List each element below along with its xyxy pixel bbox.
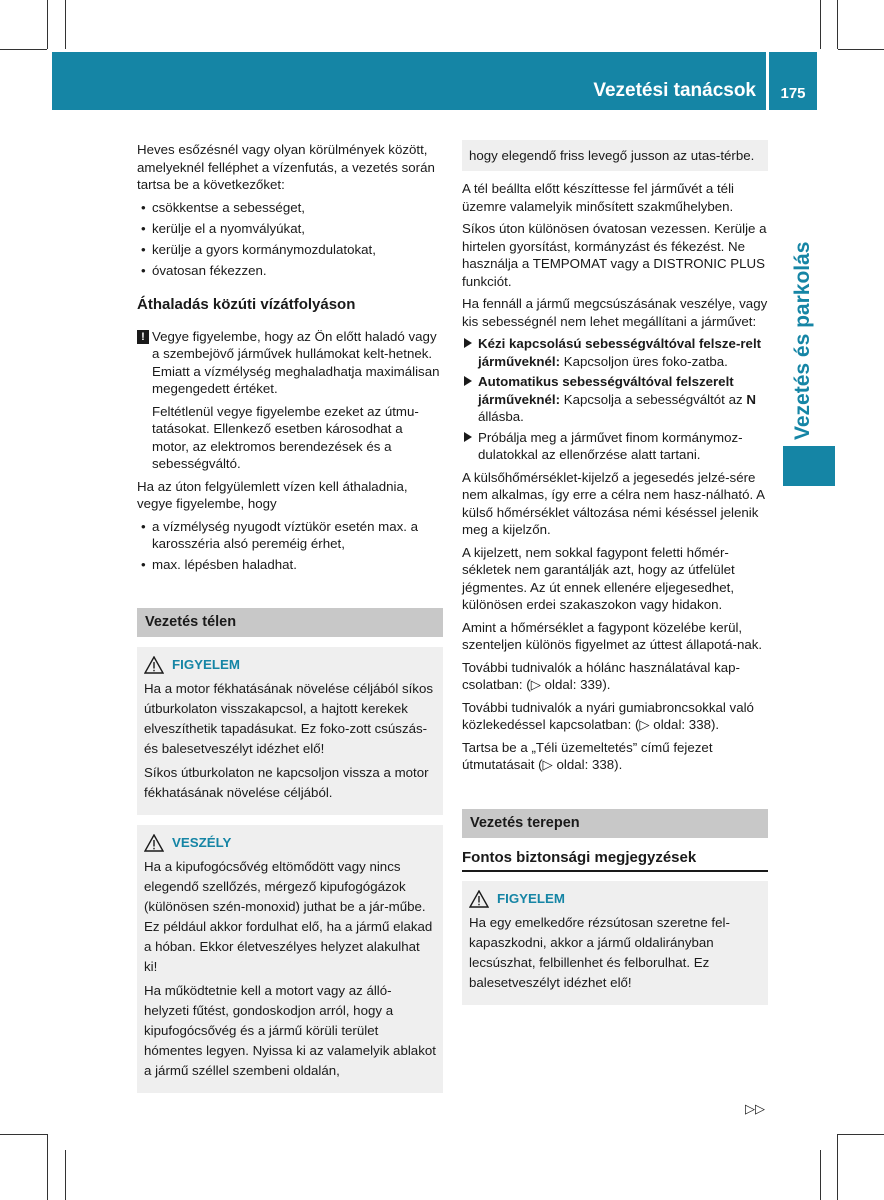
paragraph: A külsőhőmérséklet-kijelző a jegesedés jelzé-sére nem alkalmas, így erre a célra nem hasz-nálható. A külső hőmérséklet változása némi késéssel jelenik meg a kijelzőn.	[462, 469, 765, 537]
water-crossing-heading: Áthaladás közúti vízátfolyáson	[137, 296, 356, 313]
warning-triangle-icon	[144, 834, 164, 852]
section-heading-terrain: Vezetés terepen	[462, 809, 768, 839]
note-block	[137, 328, 443, 473]
water-paragraph: Ha az úton felgyülemlett vízen kell áthaladnia, vegye figyelembe, hogy	[137, 478, 408, 511]
paragraph: Tartsa be a „Téli üzemeltetés” című fejezet útmutatásait (▷ oldal: 338).	[462, 739, 713, 772]
crop-mark	[65, 0, 66, 49]
step-item: Automatikus sebességváltóval felszerelt járműveknél: Kapcsolja a sebességváltót az N állásba.	[462, 373, 768, 426]
rain-bullet-list	[137, 199, 443, 280]
instruction-steps	[462, 335, 768, 464]
list-item: • kerülje a gyors kormánymozdulatokat,	[137, 241, 443, 259]
warning-label: VESZÉLY	[172, 835, 232, 850]
crop-mark	[820, 0, 821, 49]
left-column	[137, 141, 443, 1093]
warning-paragraph: Síkos útburkolaton ne kapcsoljon vissza a motor fékhatásának növelése céljából.	[144, 765, 429, 800]
crop-mark	[0, 1134, 47, 1135]
warning-box-terrain	[462, 881, 768, 1005]
note-paragraph: Vegye figyelembe, hogy az Ön előtt haladó vagy a szembejövő járművek hullámokat kelt-hetnek. Emiatt a vízmélység meghaladhatja maximálisan megengedett értéket.	[152, 328, 440, 396]
crop-mark	[47, 0, 48, 49]
intro-paragraph: Heves esőzésnél vagy olyan körülmények között, amelyeknél felléphet a vízenfutás, a vezetés során tartsa be a következőket:	[137, 142, 435, 192]
list-item: • max. lépésben haladhat.	[137, 556, 443, 574]
warning-paragraph: Ha a kipufogócsővég eltömődött vagy nincs elegendő szellőzés, mérgező kipufogógázok (különösen szén-monoxid) juthat be a jár-műbe. Ez például akkor fordulhat elő, ha a jármű elakad a hóban. Ekkor életveszélyes helyzet alakulhat ki!	[144, 859, 433, 974]
section-heading-winter: Vezetés télen	[137, 608, 443, 638]
list-item: • óvatosan fékezzen.	[137, 262, 443, 280]
paragraph: Ha fennáll a jármű megcsúszásának veszélye, vagy kis sebességnél nem lehet megállítani a járművet:	[462, 296, 768, 329]
crop-mark	[820, 1150, 821, 1200]
warning-box-veszely	[137, 825, 443, 1093]
step-arrow-icon	[464, 376, 472, 386]
warning-triangle-icon	[144, 656, 164, 674]
paragraph: A kijelzett, nem sokkal fagypont feletti hőmér-sékletek nem garantálják azt, hogy az útfelület jégmentes. Az út ennek ellenére eljegesedhet, különösen erdei szakaszokon vagy hidakon.	[462, 544, 735, 612]
crop-mark	[47, 1134, 48, 1200]
step-arrow-icon	[464, 432, 472, 442]
paragraph: További tudnivalók a nyári gumiabroncsokkal való közlekedéssel kapcsolatban: (▷ oldal: 338).	[462, 699, 754, 732]
header-bar	[52, 52, 766, 110]
crop-mark	[837, 0, 838, 49]
crop-mark	[837, 1134, 838, 1200]
continued-warning-box	[462, 140, 768, 171]
warning-paragraph: Ha egy emelkedőre rézsútosan szeretne fel-kapaszkodni, akkor a jármű oldalirányban lecsúszhat, felbillenhet és felborulhat. Ez balesetveszélyt idézhet elő!	[469, 914, 730, 990]
page-number-box	[769, 52, 817, 110]
warning-paragraph: Ha a motor fékhatásának növelése céljából síkos útburkolaton visszakapcsol, a hajtott kerekek elveszíthetik tapadásukat. Ez foko-zott csúszás- és balesetveszélyt idézhet elő!	[144, 681, 433, 756]
warning-triangle-icon	[469, 890, 489, 908]
crop-mark	[65, 1150, 66, 1200]
paragraph: Amint a hőmérséklet a fagypont közelébe kerül, szenteljen különös figyelmet az úttest állapotá-nak.	[462, 619, 763, 652]
warning-box-figyelem	[137, 647, 443, 815]
paragraph: A tél beállta előtt készíttesse fel járművét a téli üzemre valamelyik minősített szakműhelyben.	[462, 181, 734, 214]
paragraph: További tudnivalók a hólánc használatával kap-csolatban: (▷ oldal: 339).	[462, 659, 740, 692]
page-number: 175	[780, 85, 806, 102]
note-exclamation-icon: !	[137, 330, 149, 344]
list-item: • kerülje el a nyomvályúkat,	[137, 220, 443, 238]
step-item: Próbálja meg a járművet finom kormánymoz-dulatokkal az ellenőrzése alatt tartani.	[462, 429, 768, 464]
warning-label: FIGYELEM	[497, 890, 565, 906]
list-item: • a vízmélység nyugodt víztükör esetén max. a karosszéria alsó pereméig érhet,	[137, 518, 443, 553]
right-column	[462, 140, 768, 1005]
warning-paragraph: Ha működtetnie kell a motort vagy az álló-helyzeti fűtést, gondoskodjon arról, hogy a kipufogócsővég és a jármű körüli terület hómentes legyen. Nyissa ki az valamelyik ablakot a jármű széllel szembeni oldalán,	[144, 983, 436, 1078]
safety-subheading: Fontos biztonsági megjegyzések	[462, 849, 697, 866]
list-item: • csökkentse a sebességet,	[137, 199, 443, 217]
side-tab-label: Vezetés és parkolás	[791, 241, 814, 440]
chapter-title: Vezetési tanácsok	[593, 80, 756, 101]
crop-mark	[838, 49, 884, 50]
side-tab-marker	[783, 446, 835, 486]
continue-mark: ▷▷	[745, 1101, 765, 1116]
warning-label: FIGYELEM	[172, 657, 240, 672]
water-bullet-list	[137, 518, 443, 574]
paragraph: Síkos úton különösen óvatosan vezessen. Kerülje a hirtelen gyorsítást, kormányzást és fékezést. Ne használja a TEMPOMAT vagy a DISTRONIC PLUS funkciót.	[462, 221, 767, 289]
crop-mark	[838, 1134, 884, 1135]
step-arrow-icon	[464, 338, 472, 348]
continued-text: hogy elegendő friss levegő jusson az utas-térbe.	[469, 148, 755, 163]
step-item: Kézi kapcsolású sebességváltóval felsze-relt járműveknél: Kapcsoljon üres foko-zatba.	[462, 335, 768, 370]
crop-mark	[0, 49, 47, 50]
note-paragraph: Feltétlenül vegye figyelembe ezeket az útmu-tatásokat. Ellenkező esetben károsodhat a motor, az elektromos berendezések és a sebességváltó.	[152, 403, 419, 471]
